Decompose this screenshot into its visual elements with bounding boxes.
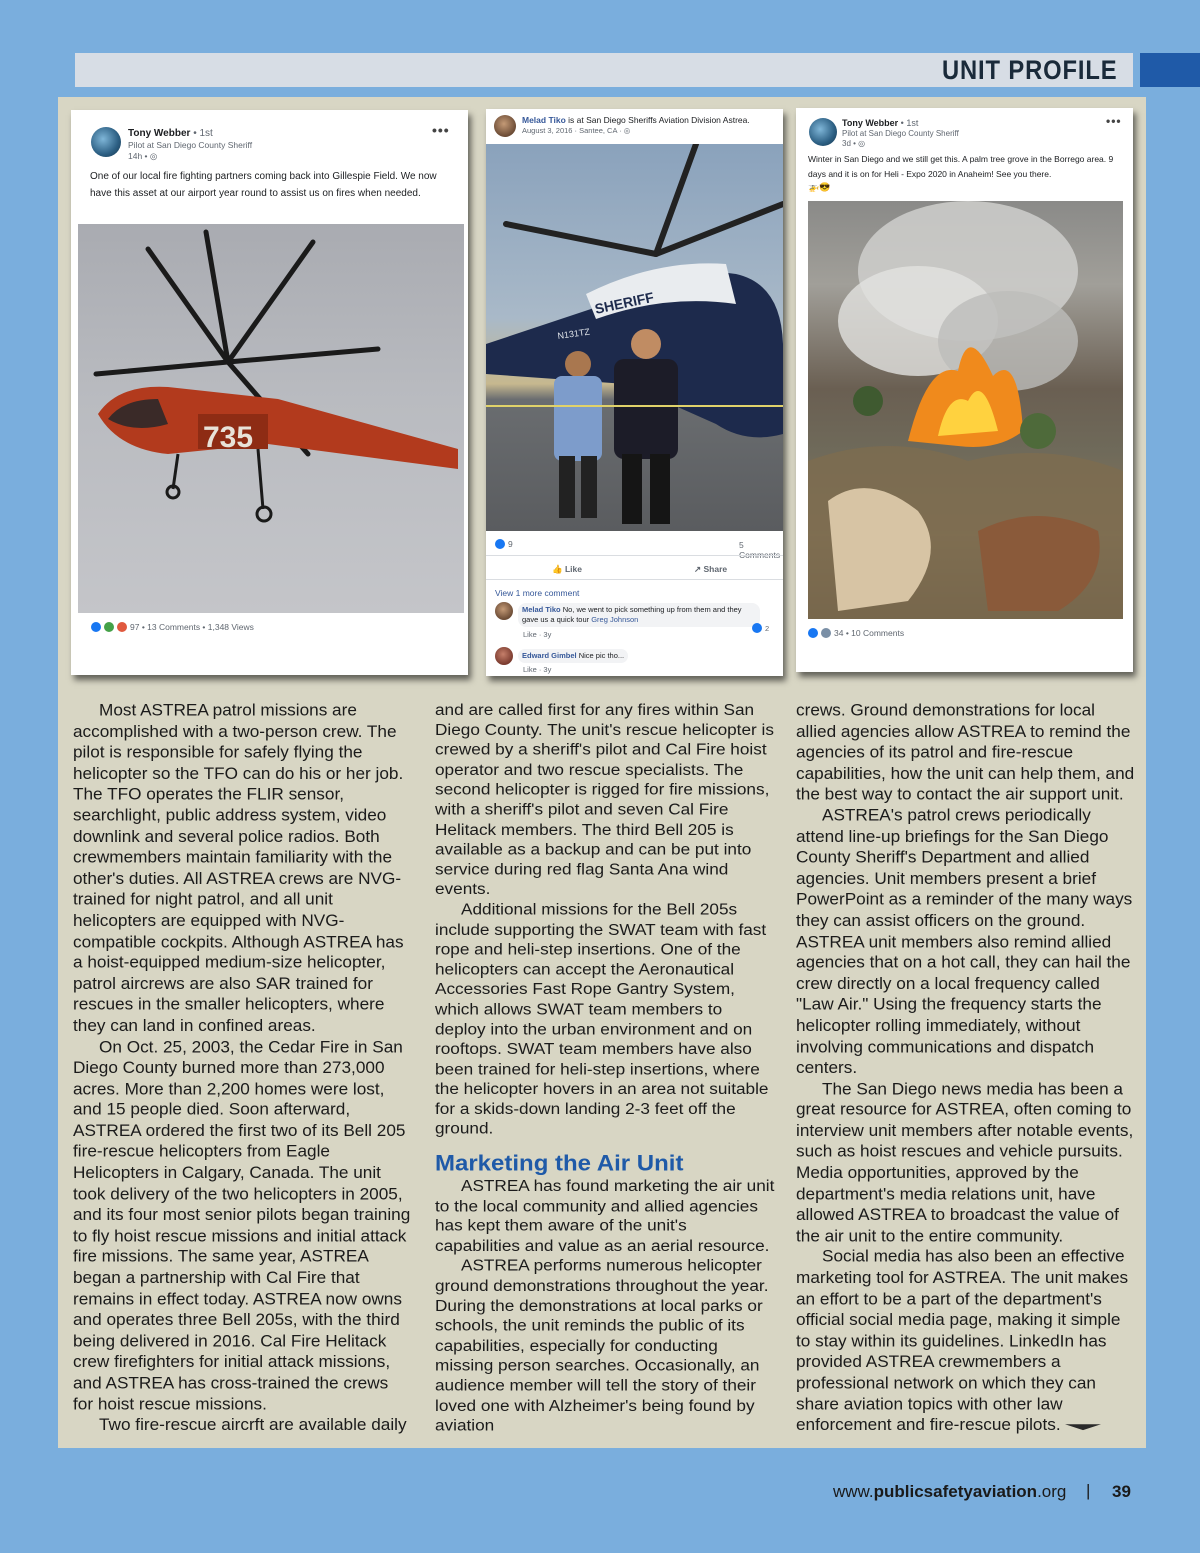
social-post-card-2 [486, 109, 783, 676]
officer-figure-1 [554, 351, 602, 518]
post-reactions: 34 • 10 Comments [808, 628, 904, 638]
divider [486, 555, 783, 556]
social-post-card-3 [796, 108, 1133, 672]
aircrane-helicopter-illustration [78, 224, 464, 613]
post-likes: 9 [495, 539, 513, 549]
love-icon [117, 622, 127, 632]
comment-reaction-count: 2 [752, 623, 769, 633]
comment-bubble: Edward Gimbel Nice pic tho... [518, 649, 628, 663]
post-text: Winter in San Diego and we still get this. A palm tree grove in the Borrego area. 9 days and it is on for Heli - Expo 2020 in Anaheim! See you there. [808, 154, 1114, 179]
post-reactions: 97 • 13 Comments • 1,348 Views [91, 622, 254, 632]
post-text: One of our local fire fighting partners coming back into Gillespie Field. We now have this asset at our airport year round to assist us on fires when needed. [90, 171, 437, 199]
paragraph: Social media has also been an effective marketing tool for ASTREA. The unit makes an effort to be a part of the department's official social media page, making it simple to stay within its guidelines. LinkedIn has provided ASTREA crewmembers a professional network on which they can share aviation topics with other law enforcement and fire-rescue pilots. [796, 1246, 1129, 1435]
post-author: Tony Webber • 1st [842, 118, 919, 128]
footer-url[interactable]: www.publicsafetyaviation.org [833, 1482, 1067, 1501]
thumbs-up-icon: 👍 [552, 564, 563, 574]
section-heading: Marketing the Air Unit [435, 1151, 684, 1177]
celebrate-icon [104, 622, 114, 632]
share-icon: ↗ [694, 564, 702, 574]
author-role: Pilot at San Diego County Sheriff [128, 140, 253, 150]
paragraph: The San Diego news media has been a great resource for ASTREA, often coming to interview unit members after notable events, such as hoist rescues and vehicle pursuits. Media opportunities, approved by the department's media relations unit, have allowed ASTREA to broadcast the value of the air unit to the entire community. [796, 1078, 1134, 1246]
post-photo [78, 224, 464, 613]
post-time: 14h • ◎ [128, 151, 158, 161]
tail-number-text: 735 [203, 421, 254, 454]
paragraph: ASTREA performs numerous helicopter ground demonstrations throughout the year. During the demonstrations at local parks or schools, the unit reminds the public of its capabilities, especially for conducting missing person searches. Occasionally, an audience member will tell the story of their loved one with Alzheimer's being found by aviation [435, 1256, 769, 1435]
like-icon [91, 622, 101, 632]
paragraph: On Oct. 25, 2003, the Cedar Fire in San Diego County burned more than 273,000 acres. More than 2,200 homes were lost, and 15 people died. Soon afterward, ASTREA ordered the first two of its Bell 205 fire-rescue helicopters from Eagle Helicopters in Calgary, Canada. The unit took delivery of the two helicopters in 2005, and its four most senior pilots began training to fly hoist rescue missions and initial attack fire missions. The same year, ASTREA began a partnership with Cal Fire that remains in effect today. ASTREA now owns and operates three Bell 205s, with the third being delivered in 2016. Cal Fire Helitack crew firefighters for initial attack missions, and ASTREA has cross-trained the crews for hoist rescue missions. [73, 1036, 411, 1414]
comment-count[interactable]: 5 Comments [739, 540, 781, 560]
post-photo [808, 201, 1123, 619]
comment-bubble: Melad Tiko No, we went to pick something up from them and they gave us a quick tour Greg Johnson [518, 603, 760, 627]
globe-icon: ◎ [149, 151, 158, 161]
post-time: 3d • ◎ [842, 139, 866, 148]
police-helicopter-illustration [486, 144, 783, 531]
section-title: UNIT PROFILE [941, 55, 1117, 85]
post-photo [486, 144, 783, 531]
commenter-avatar [495, 647, 513, 665]
end-mark-icon [1065, 1421, 1101, 1431]
view-more-comments-link[interactable]: View 1 more comment [495, 588, 580, 598]
comment-meta[interactable]: Like · 3y [523, 665, 552, 674]
divider [486, 579, 783, 580]
paragraph: ASTREA has found marketing the air unit to the local community and allied agencies has kept them aware of the unit's capabilities and value as an aerial resource. [435, 1176, 775, 1255]
post-date: August 3, 2016 · Santee, CA · ◎ [522, 126, 631, 135]
article-column-3 [796, 700, 1136, 1436]
paragraph: Most ASTREA patrol missions are accomplished with a two-person crew. The pilot is responsible for safely flying the helicopter so the TFO can do his or her job. The TFO operates the FLIR sensor, searchlight, public address system, video downlink and several police radios. Both crewmembers maintain familiarity with the other's duties. All ASTREA crews are NVG-trained for night patrol, and all unit helicopters are equipped with NVG-compatible cockpits. Although ASTREA has a hoist-equipped medium-size helicopter, patrol aircrews are also SAR trained for rescues in the smaller helicopters, where they can land in confined areas. [73, 700, 404, 1035]
more-options-icon: ••• [432, 122, 450, 138]
commenter-avatar [495, 602, 513, 620]
page-number: 39 [1112, 1482, 1131, 1501]
paragraph: Additional missions for the Bell 205s include supporting the SWAT team with fast rope and heli-step insertions. One of the helicopters can accept the Aeronautical Accessories Fast Rope Gantry System, which allows SWAT team members to deploy into the urban environment and on rooftops. SWAT team members have also been trained for heli-step insertions, where the helicopter hovers in an area not suitable for a skids-down landing 2-3 feet off the ground. [435, 899, 769, 1138]
header-accent [1140, 53, 1200, 87]
insightful-icon [821, 628, 831, 638]
aircraft-label: SHERIFF [593, 288, 656, 317]
article-column-2 [435, 700, 775, 1436]
avatar [494, 115, 516, 137]
like-button[interactable]: 👍 Like [552, 564, 582, 574]
post-author: Tony Webber • 1st [128, 128, 213, 139]
avatar [91, 127, 121, 157]
more-options-icon: ••• [1106, 114, 1122, 128]
paragraph: ASTREA's patrol crews periodically attend line-up briefings for the San Diego County Sheriff's Department and allied agencies. Unit members present a brief PowerPoint as a reminder of the many ways they can assist officers on the ground. ASTREA unit members also remind allied agencies that on a hot call, they can hail the crew directly on a local frequency called "Law Air." Using the frequency starts the helicopter rolling immediately, without involving communications and dispatch centers. [796, 805, 1133, 1077]
author-role: Pilot at San Diego County Sheriff [842, 129, 959, 138]
avatar [809, 118, 837, 146]
article-column-1 [73, 700, 413, 1436]
aircraft-tail-number: N131TZ [556, 326, 591, 341]
header-bar [75, 53, 1133, 87]
share-button[interactable]: ↗ Share [694, 564, 728, 574]
globe-icon: ◎ [858, 139, 866, 148]
like-icon [808, 628, 818, 638]
comment-meta[interactable]: Like · 3y [523, 630, 552, 639]
globe-icon: ◎ [623, 126, 631, 135]
brush-fire-illustration [808, 201, 1123, 619]
post-author: Melad Tiko is at San Diego Sheriffs Aviation Division Astrea. [522, 115, 750, 125]
like-icon [752, 623, 762, 633]
post-emoji: 🚁😎 [808, 182, 831, 192]
paragraph: Two fire-rescue aircrft are available daily [99, 1414, 407, 1435]
like-icon [495, 539, 505, 549]
paragraph: crews. Ground demonstrations for local allied agencies allow ASTREA to remind the agencies of its patrol and fire-rescue capabilities, how the unit can help them, and the best way to contact the air support unit. [796, 700, 1135, 804]
paragraph: and are called first for any fires within San Diego County. The unit's rescue helicopter is crewed by a sheriff's pilot and Cal Fire hoist operator and two rescue specialists. The second helicopter is rigged for fire missions, with a sheriff's pilot and seven Cal Fire Helitack members. The third Bell 205 is available as a backup and can be put into service during red flag Santa Ana wind events. [435, 700, 774, 899]
footer-separator: | [1086, 1481, 1091, 1500]
social-post-card-1 [71, 110, 468, 675]
